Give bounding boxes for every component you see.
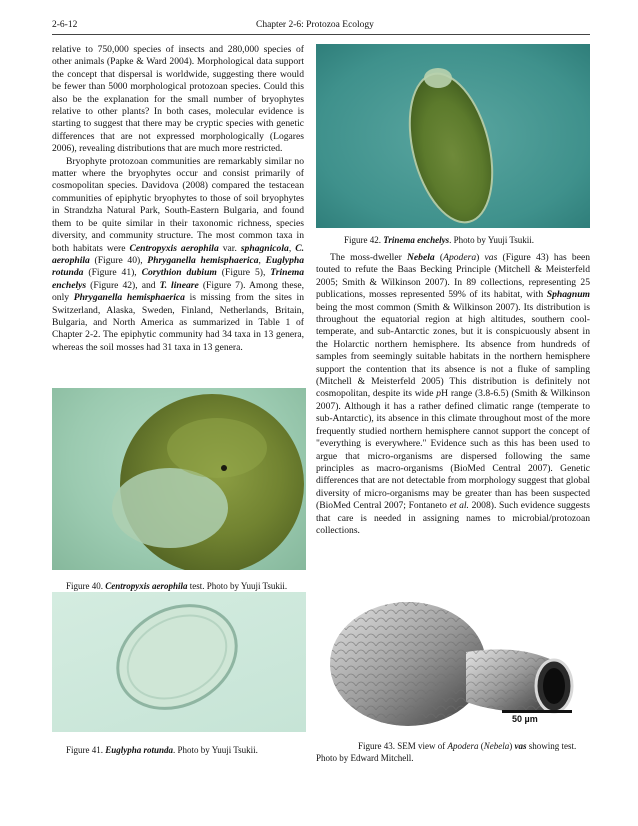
species-name: vas (484, 252, 498, 263)
species-name: C. aerophila (52, 242, 305, 266)
paragraph: Bryophyte protozoan communities are remarkably similar no matter where the bryophytes occur and consist primarily of cosmopolitan species. Davidova (2008) compared the testacean communities of epiphytic bryophytes to those of soil bryophytes in Strandzha Natural Park, South-Eastern Bulgaria, and found them to be quite similar in their taxonomic richness, species diversity, and community structure. The most common taxa in both habitats were Centropyxis aerophila var. sphagnicola, C. aerophila (Figure 40), Phryganella hemisphaerica, Euglypha rotunda (Figure 41), Corythion dubium (Figure 5), Trinema enchelys (Figure 42), and T. lineare (Figure 7). Among these, only Phryganella hemisphaerica is missing from the sites in Switzerland, Alaska, Sweden, Finland, Netherlands, Britain, Bulgaria, and North America as summarized in Table 1 of Chapter 2-2. The epiphytic community had 34 taxa in 13 genera, whereas the soil mosses had 31 taxa in 13 genera. (52, 155, 305, 353)
figure-42-caption: Figure 42. Trinema enchelys. Photo by Yuuji Tsukii. (344, 235, 535, 245)
figure-42-image (316, 44, 590, 228)
right-column (316, 252, 590, 537)
genus-name: Nebela (406, 252, 435, 263)
paragraph: relative to 750,000 species of insects and 280,000 species of other animals (Papke & Ward 2004). Morphological data support the concept that dispersal is worldwide, suggesting there would be fewer than 5000 morphological protozoan species. Could this also be the explanation for the small number of bryophytes relative to other plants? In both cases, molecular evidence is starting to suggest that there may be cryptic species with genetic differences that are not expressed morphologically (Logares 2006), revealing distributions that are much more restricted. (52, 44, 304, 155)
figure-43-caption: Figure 43. SEM view of Apodera (Nebela) vas showing test. Photo by Edward Mitchell. (316, 741, 577, 763)
species-name: sphagnicola (240, 242, 289, 254)
figure-41-image (52, 592, 306, 732)
paragraph: The moss-dweller Nebela (Apodera) vas (Figure 43) has been touted to refute the Baas Becking Principle (Mitchell & Meisterfeld 2005; Smith & Wilkinson 2007). In 89 collections, representing 25 publications, mosses represented 59% of its habitat, with Sphagnum being the most common (Smith & Wilkinson 2007). Its distribution is throughout the equatorial region at high altitudes, southern cool-temperate, and sub-Antarctic zones, but it is conspicuously absent in the Holarctic northern hemisphere. Its absence from hundreds of samples from seemingly suitable habitats in the northern hemisphere support the contention that its absence is not a fluke of sampling (Mitchell & Meisterfeld 2005) This distribution is definitely not cosmopolitan, despite its wide pH range (3.8-6.5) (Smith & Wilkinson 2007). Although it has a rather defined climatic range (temperate to sub-Antarctic), its absence in this climate throughout most of the more frequently studied northern hemisphere cannot support the concept of "everything is everywhere." Evidence such as this has been used to argue that micro-organisms are dispersed following the same principles as macro-organisms (BioMed Central 2007). Genetic differences that are not detectable from morphology suggest that global diversity of micro-organisms may be greater than has been suspected (BioMed Central 2007; Fontaneto et al. 2008). Such evidence suggests that care is needed in assigning names to microbial/protozoan collections. (316, 252, 591, 536)
species-name: Euglypha rotunda (52, 254, 304, 279)
figure-40-image (52, 388, 306, 570)
species-name: Centropyxis aerophila (129, 242, 219, 254)
species-name: Trinema enchelys (52, 267, 305, 291)
figure-43-image (316, 582, 590, 732)
left-column (52, 44, 304, 354)
figure-40-caption: Figure 40. Centropyxis aerophila test. Photo by Yuuji Tsukii. (66, 581, 288, 591)
page-number: 2-6-12 (52, 20, 78, 30)
apodera-sem-illustration (316, 582, 590, 732)
genus-name: Sphagnum (546, 289, 590, 301)
figure-41-caption: Figure 41. Euglypha rotunda. Photo by Yuuji Tsukii. (66, 745, 258, 755)
header-rule (52, 34, 590, 35)
scale-bar-label: 50 µm (512, 714, 538, 724)
species-name: T. lineare (159, 279, 199, 291)
species-name: Phryganella hemisphaerica (147, 254, 259, 266)
centropyxis-test-illustration (52, 388, 306, 570)
running-header: Chapter 2-6: Protozoa Ecology (256, 20, 374, 30)
genus-name: Apodera (443, 252, 477, 263)
species-name: Corythion dubium (141, 267, 217, 279)
trinema-illustration (316, 44, 590, 228)
euglypha-test-illustration (52, 592, 306, 732)
species-name: Phryganella hemisphaerica (73, 292, 185, 304)
